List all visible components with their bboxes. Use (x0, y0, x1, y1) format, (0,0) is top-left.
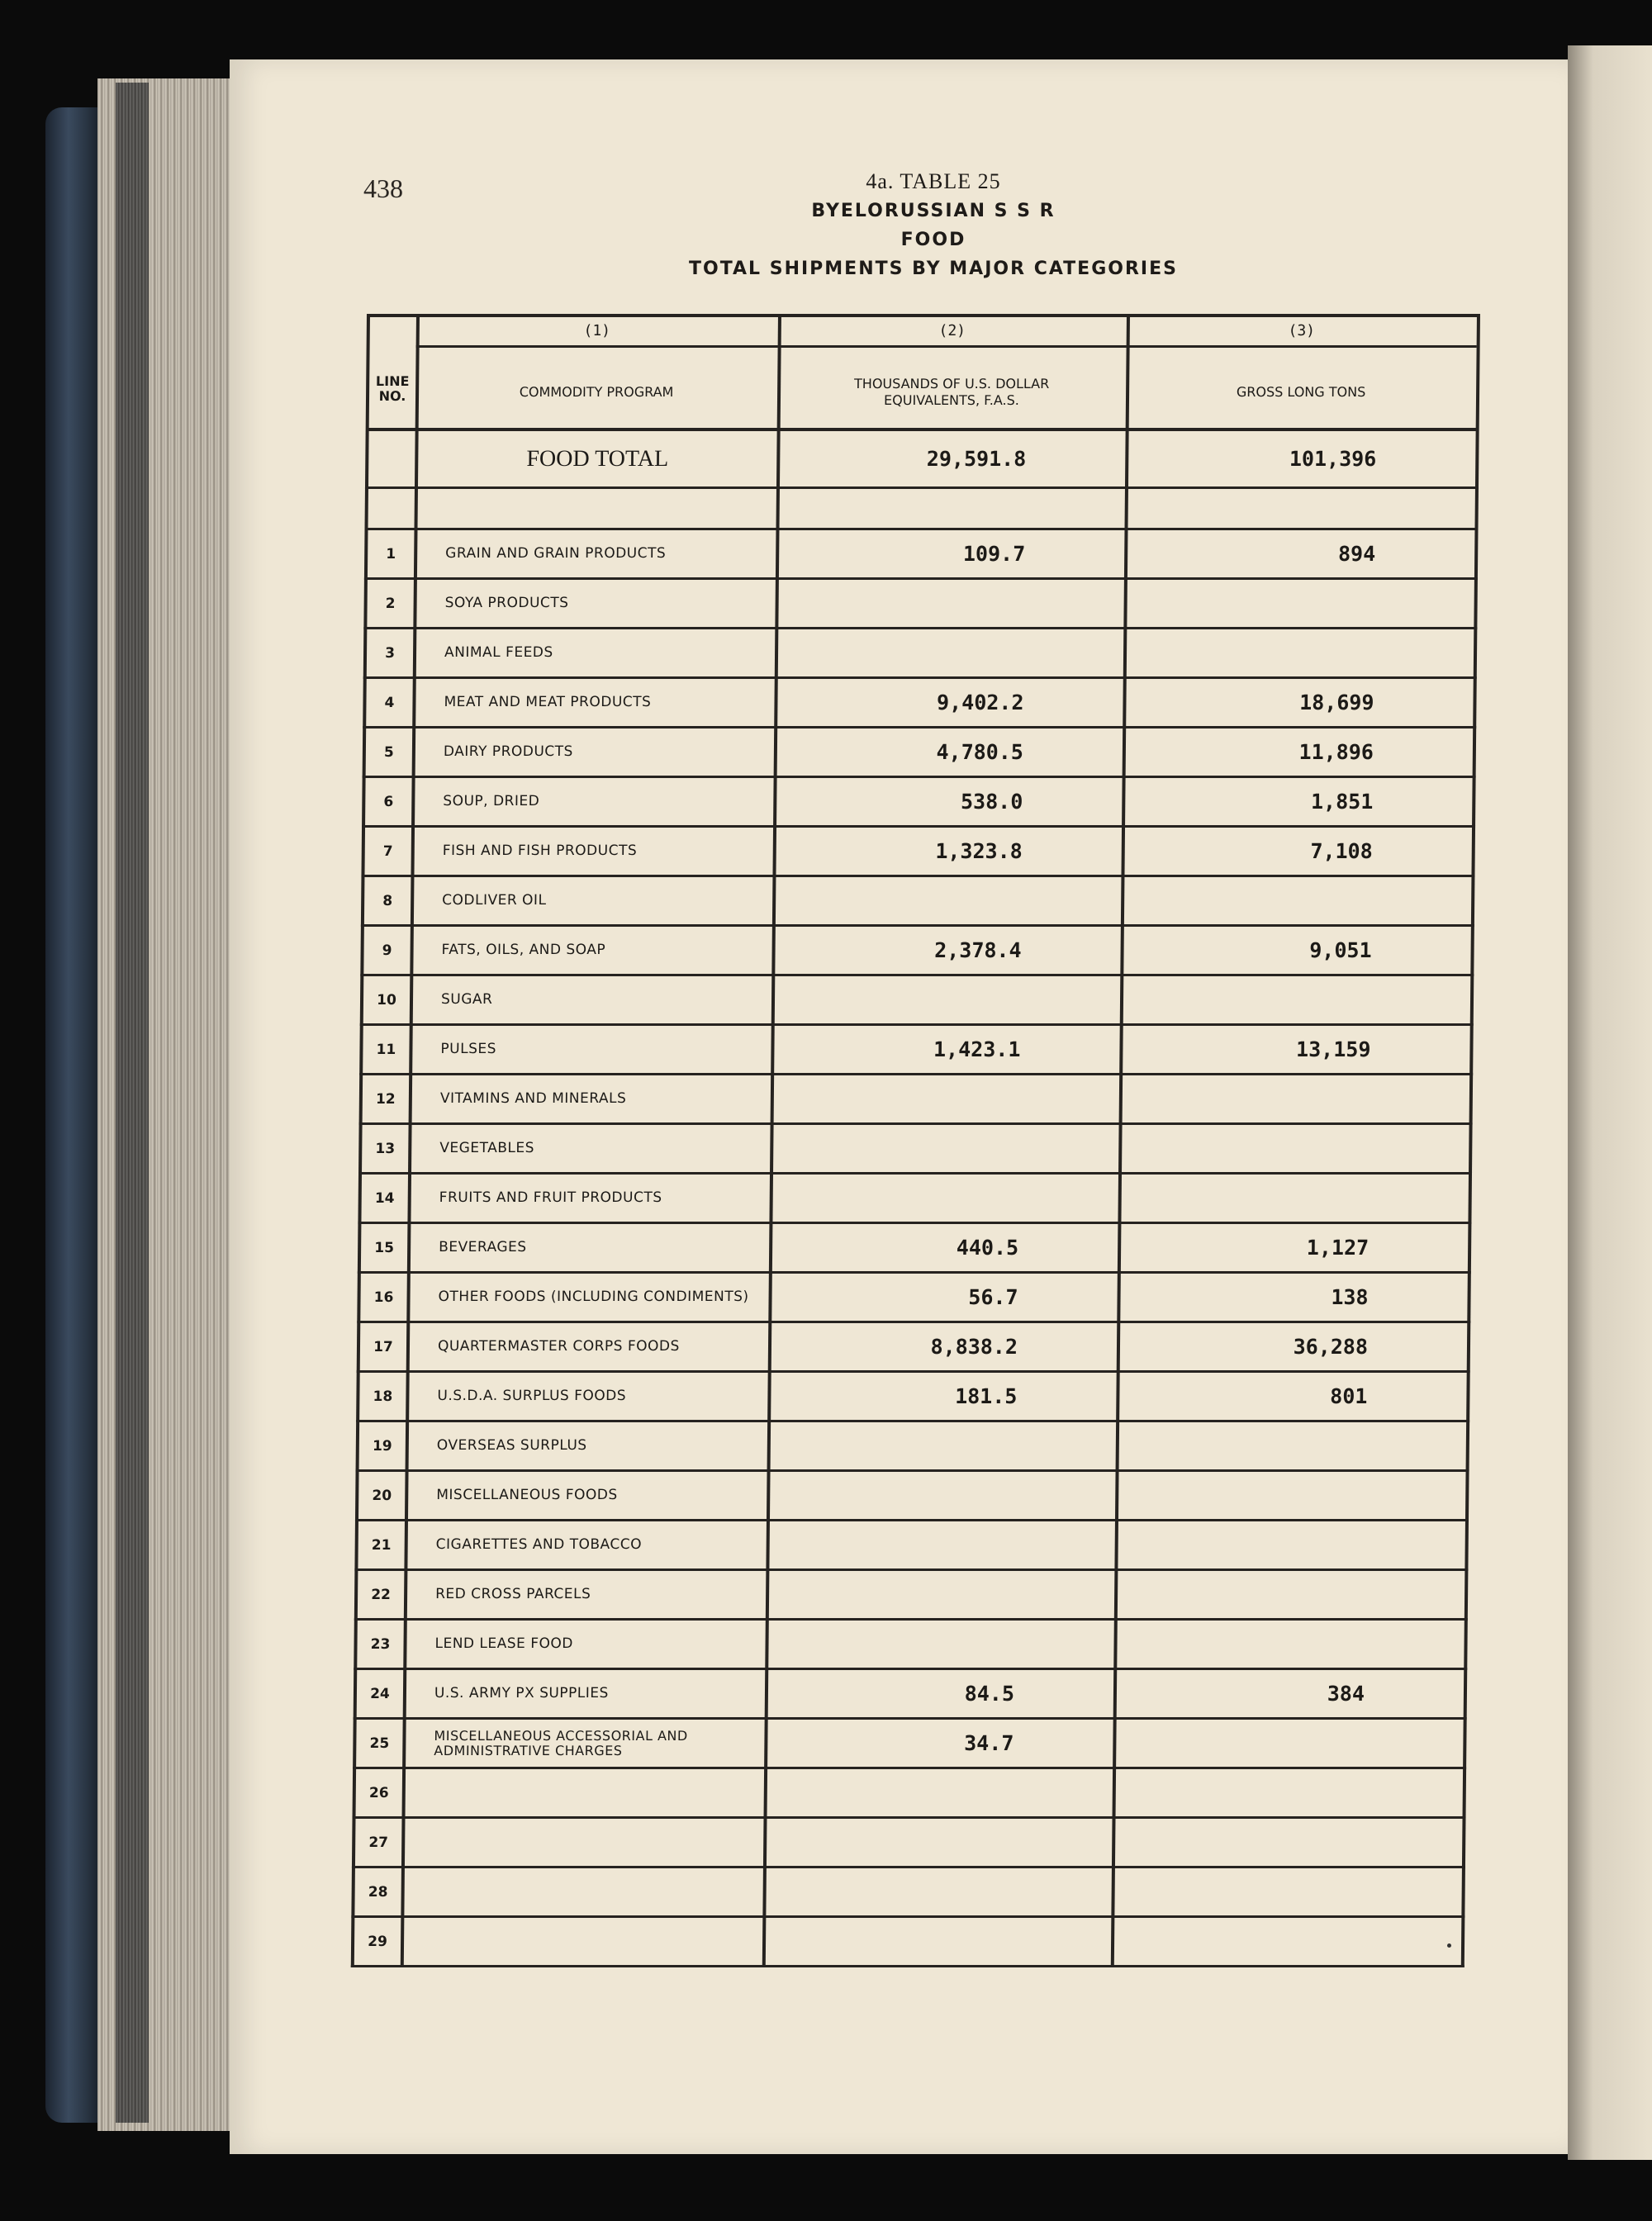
row-commodity-name: OVERSEAS SURPLUS (409, 1422, 771, 1469)
row-gross-tons (1124, 877, 1472, 924)
row-commodity-name: FATS, OILS, AND SOAP (413, 927, 776, 974)
row-dollar-value (778, 629, 1127, 676)
table-row (354, 1621, 1468, 1670)
row-commodity-name: SOUP, DRIED (415, 778, 777, 825)
table-row (363, 629, 1478, 679)
row-commodity-name: U.S.D.A. SURPLUS FOODS (409, 1373, 771, 1420)
page-edges-shadow (116, 83, 149, 2123)
row-line-number: 14 (361, 1175, 411, 1222)
row-commodity-name: FISH AND FISH PRODUCTS (414, 828, 776, 875)
row-line-number: 5 (366, 728, 416, 776)
row-line-number: 8 (364, 877, 415, 924)
row-dollar-value: 109.7 (779, 530, 1128, 577)
row-gross-tons (1118, 1472, 1466, 1519)
row-commodity-name: QUARTERMASTER CORPS FOODS (410, 1323, 772, 1370)
row-gross-tons: 11,896 (1298, 740, 1374, 764)
row-gross-tons (1118, 1521, 1465, 1568)
row-dollar-value: 9,402.2 (777, 679, 1127, 726)
row-commodity-name: MEAT AND MEAT PRODUCTS (415, 679, 778, 726)
header-col1 (415, 317, 781, 428)
table-id: 4a. TABLE 25 (866, 169, 1001, 193)
row-gross-tons (1116, 1720, 1464, 1767)
spacer-row-no (368, 489, 418, 528)
header-col1-label: COMMODITY PROGRAM (519, 384, 674, 400)
header-col3-rule (1127, 345, 1477, 348)
row-gross-tons: 1,851 (1310, 790, 1374, 814)
row-commodity-name: VITAMINS AND MINERALS (412, 1075, 775, 1122)
row-commodity-name: ANIMAL FEEDS (416, 629, 779, 676)
row-gross-tons: 801 (1330, 1384, 1368, 1408)
table-country: BYELORUSSIAN S S R (811, 201, 1056, 221)
table-row (361, 877, 1475, 927)
row-dollar-value (776, 877, 1125, 924)
row-dollar-value (771, 1422, 1120, 1469)
table-titles (644, 169, 1222, 287)
row-line-number: 2 (367, 580, 417, 627)
table-row (352, 1819, 1466, 1868)
row-dollar-value: 56.7 (771, 1274, 1121, 1321)
table-row (353, 1769, 1467, 1819)
spacer-row-tons (1128, 489, 1475, 528)
row-dollar-value (768, 1621, 1118, 1668)
header-col2 (777, 317, 1130, 428)
table-row (363, 728, 1477, 778)
table-row (355, 1472, 1469, 1521)
row-dollar-value (770, 1472, 1119, 1519)
row-dollar-value (772, 1175, 1122, 1222)
header-col3-number: (3) (1288, 322, 1316, 339)
row-gross-tons (1123, 976, 1471, 1023)
row-commodity-name: U.S. ARMY PX SUPPLIES (406, 1670, 769, 1717)
row-line-number: 13 (362, 1125, 412, 1172)
table-row (354, 1571, 1469, 1621)
row-gross-tons: 384 (1327, 1682, 1365, 1706)
row-commodity-name: OTHER FOODS (INCLUDING CONDIMENTS) (410, 1274, 772, 1321)
row-line-number: 4 (366, 679, 416, 726)
row-commodity-name: MISCELLANEOUS FOODS (408, 1472, 771, 1519)
header-col2-label: THOUSANDS OF U.S. DOLLAR EQUIVALENTS, F.A.S. (853, 376, 1050, 408)
row-line-number: 7 (364, 828, 415, 875)
table-row (354, 1521, 1469, 1571)
table-row (360, 976, 1474, 1026)
row-commodity-name: SUGAR (413, 976, 776, 1023)
facing-page-edge (1568, 45, 1652, 2160)
shipments-table (351, 314, 1480, 1950)
stray-mark (1447, 1943, 1451, 1948)
row-line-number: 18 (359, 1373, 410, 1420)
row-dollar-value (773, 1125, 1123, 1172)
row-dollar-value (766, 1868, 1115, 1915)
row-dollar-value: 1,323.8 (776, 828, 1125, 875)
row-line-number: 24 (357, 1670, 407, 1717)
row-gross-tons (1116, 1769, 1464, 1816)
row-commodity-name: CODLIVER OIL (414, 877, 776, 924)
header-col1-number: (1) (583, 322, 611, 339)
row-dollar-value: 8,838.2 (771, 1323, 1121, 1370)
row-commodity-name: LEND LEASE FOOD (406, 1621, 769, 1668)
row-commodity-name: CIGARETTES AND TOBACCO (407, 1521, 770, 1568)
row-commodity-name: VEGETABLES (411, 1125, 774, 1172)
table-category: FOOD (900, 230, 966, 250)
table-row (358, 1175, 1472, 1224)
table-row (363, 679, 1477, 728)
header-line-no (369, 317, 420, 428)
row-gross-tons: 138 (1331, 1285, 1369, 1309)
row-commodity-name (404, 1918, 767, 1965)
table-row (362, 778, 1476, 828)
row-line-number: 25 (356, 1720, 406, 1767)
row-commodity-name: SOYA PRODUCTS (416, 580, 779, 627)
row-gross-tons (1118, 1571, 1465, 1618)
header-col3-label: GROSS LONG TONS (1236, 384, 1366, 400)
row-gross-tons (1122, 1125, 1469, 1172)
table-row (356, 1373, 1470, 1422)
table-row (354, 1670, 1468, 1720)
table-row (357, 1274, 1471, 1323)
row-dollar-value: 34.7 (767, 1720, 1117, 1767)
table-row (360, 927, 1474, 976)
row-commodity-name: GRAIN AND GRAIN PRODUCTS (417, 530, 780, 577)
table-row (361, 828, 1475, 877)
row-gross-tons: 13,159 (1295, 1037, 1371, 1061)
header-col2-number: (2) (938, 322, 966, 339)
row-gross-tons (1114, 1918, 1462, 1965)
row-commodity-name: RED CROSS PARCELS (407, 1571, 770, 1618)
spacer-row-name (418, 489, 780, 528)
table-row (356, 1422, 1470, 1472)
row-line-number: 11 (363, 1026, 413, 1073)
row-line-number: 15 (361, 1224, 411, 1271)
row-gross-tons: 1,127 (1306, 1236, 1370, 1260)
row-dollar-value: 538.0 (776, 778, 1126, 825)
row-dollar-value (775, 976, 1124, 1023)
total-row (365, 431, 1479, 489)
table-row (357, 1323, 1471, 1373)
row-gross-tons (1117, 1621, 1464, 1668)
row-line-number: 9 (363, 927, 414, 974)
row-gross-tons (1127, 629, 1474, 676)
row-gross-tons (1121, 1175, 1469, 1222)
row-line-number: 10 (363, 976, 414, 1023)
row-dollar-value (769, 1521, 1118, 1568)
table-row (351, 1868, 1465, 1918)
table-row (353, 1720, 1467, 1769)
row-dollar-value: 2,378.4 (775, 927, 1124, 974)
book-spine (45, 107, 103, 2123)
row-dollar-value (767, 1769, 1117, 1816)
row-line-number: 27 (355, 1819, 406, 1866)
table-row (364, 530, 1479, 580)
row-line-number: 29 (354, 1918, 405, 1965)
row-commodity-name (405, 1819, 767, 1866)
total-row-no (368, 431, 419, 486)
row-gross-tons: 894 (1337, 542, 1376, 566)
row-commodity-name (404, 1868, 767, 1915)
row-gross-tons (1123, 1075, 1470, 1122)
row-dollar-value (774, 1075, 1123, 1122)
table-header (366, 314, 1480, 431)
header-col3 (1126, 317, 1477, 428)
row-dollar-value: 181.5 (771, 1373, 1120, 1420)
header-line-no-label: LINE NO. (375, 373, 410, 404)
row-dollar-value (767, 1819, 1116, 1866)
table-subtitle: TOTAL SHIPMENTS BY MAJOR CATEGORIES (689, 259, 1178, 279)
total-row-label: FOOD TOTAL (418, 431, 781, 486)
table-row (351, 1918, 1465, 1967)
row-commodity-name (406, 1769, 768, 1816)
row-dollar-value: 4,780.5 (777, 728, 1127, 776)
table-row (359, 1026, 1474, 1075)
row-line-number: 26 (356, 1769, 406, 1816)
row-dollar-value: 1,423.1 (774, 1026, 1123, 1073)
header-col1-rule (416, 345, 778, 348)
row-gross-tons: 9,051 (1309, 938, 1372, 962)
row-dollar-value: 84.5 (768, 1670, 1118, 1717)
row-gross-tons (1127, 580, 1474, 627)
row-line-number: 16 (360, 1274, 411, 1321)
row-line-number: 3 (367, 629, 417, 676)
row-gross-tons: 7,108 (1310, 839, 1373, 863)
row-commodity-name: PULSES (412, 1026, 775, 1073)
row-gross-tons (1119, 1422, 1467, 1469)
row-gross-tons: 36,288 (1293, 1335, 1369, 1359)
row-line-number: 19 (359, 1422, 410, 1469)
row-commodity-name: FRUITS AND FRUIT PRODUCTS (411, 1175, 773, 1222)
row-commodity-name: MISCELLANEOUS ACCESSORIAL AND ADMINISTRATIVE CHARGES (406, 1720, 768, 1767)
table-row (358, 1224, 1472, 1274)
row-line-number: 21 (358, 1521, 408, 1568)
row-line-number: 1 (368, 530, 418, 577)
row-line-number: 28 (354, 1868, 405, 1915)
total-row-dollars: 29,591.8 (780, 431, 1129, 486)
row-line-number: 23 (357, 1621, 407, 1668)
row-gross-tons (1115, 1819, 1463, 1866)
table-row (363, 580, 1478, 629)
spacer-row-dollars (780, 489, 1128, 528)
row-dollar-value (769, 1571, 1118, 1618)
row-dollar-value: 440.5 (772, 1224, 1122, 1271)
table-row (358, 1125, 1473, 1175)
row-dollar-value (778, 580, 1127, 627)
row-line-number: 20 (358, 1472, 409, 1519)
row-gross-tons: 18,699 (1299, 691, 1374, 714)
page-number: 438 (363, 173, 403, 203)
spacer-row (364, 489, 1478, 530)
row-line-number: 22 (358, 1571, 408, 1618)
row-gross-tons (1114, 1868, 1462, 1915)
row-line-number: 17 (360, 1323, 411, 1370)
header-col2-rule (778, 345, 1127, 348)
row-commodity-name: BEVERAGES (411, 1224, 773, 1271)
row-line-number: 12 (363, 1075, 413, 1122)
row-dollar-value (766, 1918, 1115, 1965)
table-row (359, 1075, 1474, 1125)
row-commodity-name: DAIRY PRODUCTS (415, 728, 778, 776)
total-row-tons: 101,396 (1289, 447, 1377, 471)
table-body (351, 431, 1479, 1967)
row-line-number: 6 (365, 778, 415, 825)
